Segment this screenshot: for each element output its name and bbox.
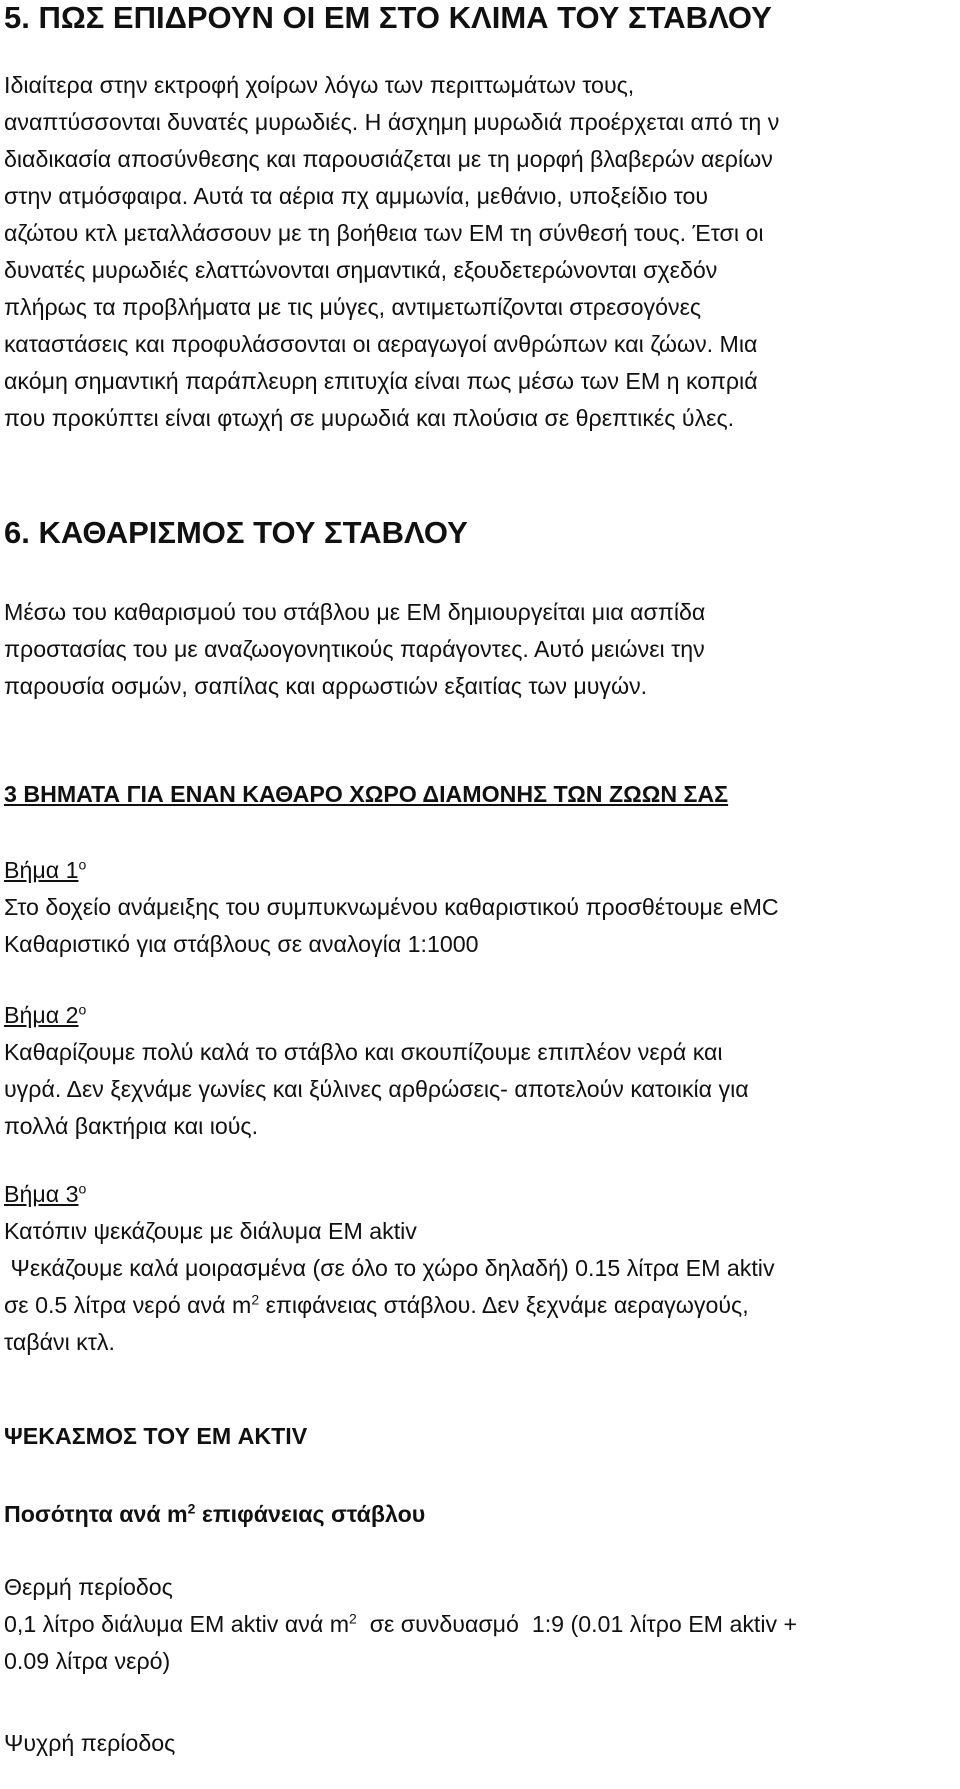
step-ordinal: ο — [78, 1001, 87, 1018]
paragraph-line: Μέσω του καθαρισμού του στάβλου με ΕΜ δημιουργείται μια ασπίδα — [4, 599, 706, 625]
quantity-heading — [4, 1496, 425, 1533]
step-line: Στο δοχείο ανάμειξης του συμπυκνωμένου καθαριστικού προσθέτουμε eMC — [4, 894, 779, 920]
step-ordinal: ο — [78, 856, 87, 873]
paragraph-line: δυνατές μυρωδιές ελαττώνονται σημαντικά, εξουδετερώνονται σχεδόν — [4, 257, 718, 283]
step-text: σε 0.5 λίτρα νερό ανά m — [4, 1292, 252, 1318]
warm-period — [4, 1569, 954, 1680]
step-line: υγρά. Δεν ξεχνάμε γωνίες και ξύλινες αρθρώσεις- αποτελούν κατοικία για — [4, 1076, 749, 1102]
quantity-text: επιφάνειας στάβλου — [195, 1501, 426, 1527]
warm-period-line — [4, 1606, 954, 1643]
step-line: ταβάνι κτλ. — [4, 1329, 115, 1355]
step-line: Ψεκάζουμε καλά μοιρασμένα (σε όλο το χώρο δηλαδή) 0.15 λίτρα ΕΜ aktiv — [4, 1255, 775, 1281]
paragraph-line: αναπτύσσονται δυνατές μυρωδιές. Η άσχημη μυρωδιά προέρχεται από τη ν — [4, 109, 780, 135]
paragraph-line: προστασίας του με αναζωογονητικούς παράγοντες. Αυτό μειώνει την — [4, 636, 705, 662]
paragraph-line: Ιδιαίτερα στην εκτροφή χοίρων λόγω των περιττωμάτων τους, — [4, 72, 635, 98]
step-label-text: Βήμα 1 — [4, 857, 79, 883]
superscript: 2 — [251, 1291, 260, 1308]
section-5-body — [4, 67, 954, 437]
paragraph-line: παρουσία οσμών, σαπίλας και αρρωστιών εξαιτίας των μυγών. — [4, 673, 648, 699]
step-ordinal: ο — [78, 1180, 87, 1197]
paragraph-line: στην ατμόσφαιρα. Αυτά τα αέρια πχ αμμωνία, μεθάνιο, υποξείδιο του — [4, 183, 709, 209]
warm-period-label: Θερμή περίοδος — [4, 1574, 173, 1600]
cold-period-label: Ψυχρή περίοδος — [4, 1730, 176, 1756]
spray-heading: ΨΕΚΑΣΜΟΣ ΤΟΥ ΕΜ AKTIV — [4, 1423, 308, 1449]
step-line: πολλά βακτήρια και ιούς. — [4, 1113, 259, 1139]
step-3-label — [4, 1176, 954, 1213]
step-1-label — [4, 852, 954, 889]
warm-text: σε συνδυασμό 1:9 (0.01 λίτρο ΕΜ aktiv + — [356, 1611, 798, 1637]
paragraph-line: καταστάσεις και προφυλάσσονται οι αεραγωγοί ανθρώπων και ζώων. Μια — [4, 331, 758, 357]
step-label-text: Βήμα 3 — [4, 1181, 79, 1207]
paragraph-line: ακόμη σημαντική παράπλευρη επιτυχία είναι πως μέσω των ΕΜ η κοπριά — [4, 368, 758, 394]
warm-period-line: 0.09 λίτρα νερό) — [4, 1648, 171, 1674]
superscript: 2 — [349, 1610, 357, 1627]
step-label-text: Βήμα 2 — [4, 1002, 79, 1028]
quantity-text: Ποσότητα ανά m — [4, 1501, 188, 1527]
warm-text: 0,1 λίτρο διάλυμα ΕΜ aktiv ανά m — [4, 1611, 350, 1637]
step-1 — [4, 852, 954, 963]
step-2-label — [4, 997, 954, 1034]
superscript: 2 — [187, 1500, 196, 1517]
paragraph-line: πλήρως τα προβλήματα με τις μύγες, αντιμετωπίζονται στρεσογόνες — [4, 294, 702, 320]
step-3 — [4, 1176, 954, 1361]
step-line — [4, 1287, 954, 1324]
steps-heading: 3 ΒΗΜΑΤΑ ΓΙΑ ΕΝΑΝ ΚΑΘΑΡΟ ΧΩΡΟ ΔΙΑΜΟΝΗΣ ΤΩΝ ΖΩΩΝ ΣΑΣ — [4, 781, 729, 807]
paragraph-line: αζώτου κτλ μεταλλάσσουν με τη βοήθεια των ΕΜ τη σύνθεσή τους. Έτσι οι — [4, 220, 764, 246]
section-6-body — [4, 594, 954, 705]
step-line: Καθαρίζουμε πολύ καλά το στάβλο και σκουπίζουμε επιπλέον νερά και — [4, 1039, 723, 1065]
step-text: επιφάνειας στάβλου. Δεν ξεχνάμε αεραγωγούς, — [259, 1292, 749, 1318]
section-5-title: 5. ΠΩΣ ΕΠΙΔΡΟΥΝ ΟΙ ΕΜ ΣΤΟ ΚΛΙΜΑ ΤΟΥ ΣΤΑΒΛΟΥ — [4, 0, 772, 35]
step-2 — [4, 997, 954, 1145]
step-line: Κατόπιν ψεκάζουμε με διάλυμα ΕΜ aktiv — [4, 1218, 417, 1244]
section-6-title: 6. ΚΑΘΑΡΙΣΜΟΣ ΤΟΥ ΣΤΑΒΛΟΥ — [4, 515, 468, 550]
paragraph-line: που προκύπτει είναι φτωχή σε μυρωδιά και πλούσια σε θρεπτικές ύλες. — [4, 405, 735, 431]
step-line: Καθαριστικό για στάβλους σε αναλογία 1:1000 — [4, 931, 479, 957]
paragraph-line: διαδικασία αποσύνθεσης και παρουσιάζεται με τη μορφή βλαβερών αερίων — [4, 146, 773, 172]
